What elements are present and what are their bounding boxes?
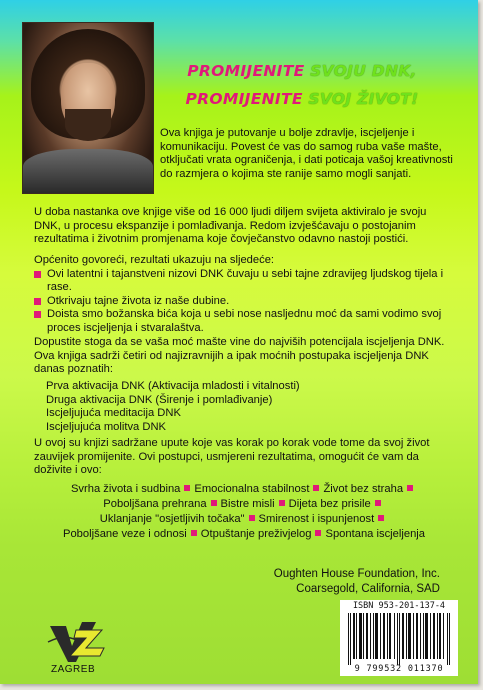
- barcode-digits: 9 799532 011370: [354, 664, 444, 674]
- benefit-item: Uklanjanje "osjetljivih točaka": [99, 513, 245, 525]
- publisher-location: Coarsegold, California, SAD: [296, 583, 440, 595]
- benefit-item: Svrha života i sudbina: [70, 483, 181, 495]
- bullet-square-icon: [34, 298, 41, 305]
- results-intro: Općenito govoreći, rezultati ukazuju na sljedeće:: [34, 254, 275, 266]
- benefit-item: Bistre misli: [220, 498, 275, 510]
- author-photo: [22, 22, 154, 194]
- headline-line-1-green: SVOJU DNK,: [310, 62, 417, 80]
- results-list-item: [34, 268, 454, 295]
- benefit-item: Život bez straha: [323, 483, 404, 495]
- procedure-item: Druga aktivacija DNK (Širenje i pomlađivanje): [46, 393, 273, 406]
- headline-line-1-pink: PROMIJENITE: [187, 62, 311, 80]
- bullet-square-icon: [34, 271, 41, 278]
- paragraph-instructions: U ovoj su knjizi sadržane upute koje vas korak po korak vode tome da svoj život zauvijek promijenite. Ovi postupci, usmjereni rezultatima, omogućit će vam da doživite i ovo:: [34, 437, 430, 477]
- bullet-square-icon: [184, 485, 190, 491]
- publisher-city: ZAGREB: [51, 664, 96, 675]
- results-list-item: [34, 308, 454, 335]
- results-list-item: [34, 295, 454, 309]
- vbz-logo-icon: [46, 612, 110, 672]
- benefit-item: Spontana iscjeljenja: [325, 528, 425, 540]
- bullet-square-icon: [375, 500, 381, 506]
- barcode-icon: [346, 613, 452, 665]
- benefits-row: [34, 482, 454, 497]
- paragraph-procedures: Dopustite stoga da se vaša moć mašte vine do najviših potencijala iscjeljenja DNK. Ova knjiga sadrži četiri od najizravnijih a ipak moćnih postupaka iscjeljenja DNK danas poznatih:: [34, 336, 445, 376]
- headline-line-1: [152, 62, 452, 80]
- headline-line-2-pink: PROMIJENITE: [185, 90, 309, 108]
- bullet-square-icon: [191, 530, 197, 536]
- procedure-item: Iscjeljujuća molitva DNK: [46, 420, 166, 433]
- benefit-item: Otpuštanje preživjelog: [200, 528, 312, 540]
- bullet-square-icon: [407, 485, 413, 491]
- bullet-square-icon: [378, 515, 384, 521]
- results-section: [34, 254, 454, 336]
- benefits-row: [34, 497, 454, 512]
- benefit-item: Poboljšane veze i odnosi: [63, 528, 187, 540]
- results-item-text: Ovi latentni i tajanstveni nizovi DNK čuvaju u sebi tajne zdravijeg ljudskog tijela i rase.: [47, 267, 444, 294]
- benefit-item: Emocionalna stabilnost: [194, 483, 310, 495]
- procedure-item: Prva aktivacija DNK (Aktivacija mladosti i vitalnosti): [46, 380, 300, 392]
- results-list: [34, 268, 454, 336]
- procedure-item: Iscjeljujuća meditacija DNK: [46, 407, 181, 420]
- intro-paragraph: Ova knjiga je putovanje u bolje zdravlje, iscjeljenje i komunikaciju. Povest će vas do samog ruba vaše mašte, otključati vrata ograničenja, i dati poticaja vašoj kreativnosti do razmjera o kojima ste ranije samo mogli sanjati.: [160, 127, 453, 180]
- bullet-square-icon: [313, 485, 319, 491]
- benefits-row: [34, 512, 454, 527]
- benefit-item: Smirenost i ispunjenost: [258, 513, 375, 525]
- bullet-square-icon: [315, 530, 321, 536]
- benefits-row: [34, 527, 454, 542]
- procedures-list: [46, 380, 446, 434]
- benefit-item: Dijeta bez prisile: [288, 498, 371, 510]
- bullet-square-icon: [279, 500, 285, 506]
- benefit-item: Poboljšana prehrana: [103, 498, 207, 510]
- bullet-square-icon: [211, 500, 217, 506]
- headline-line-2: [152, 90, 452, 108]
- publisher-name: Oughten House Foundation, Inc.: [273, 568, 440, 580]
- publisher-credit: [274, 567, 440, 597]
- paragraph-activations: U doba nastanka ove knjige više od 16 000 ljudi diljem svijeta aktiviralo je svoju DNK, u procesu ekspanzije i pomlađivanja. Redom izvješćavaju o postojanim rezultatima i životnim promjenama koje čovječanstvo odavno nastoji postići.: [34, 206, 427, 246]
- results-item-text: Doista smo božanska bića koja u sebi nose nasljednu moć da sami vodimo svoj proces iscjeljenja i stvaralaštva.: [47, 308, 442, 334]
- isbn-barcode-block: [340, 600, 458, 676]
- isbn-number: ISBN 953-201-137-4: [352, 601, 446, 611]
- benefits-list: [34, 482, 454, 542]
- headline-line-2-green: SVOJ ŽIVOT!: [308, 90, 419, 108]
- results-item-text: Otkrivaju tajne života iz naše dubine.: [47, 294, 230, 307]
- bullet-square-icon: [34, 311, 41, 318]
- bullet-square-icon: [249, 515, 255, 521]
